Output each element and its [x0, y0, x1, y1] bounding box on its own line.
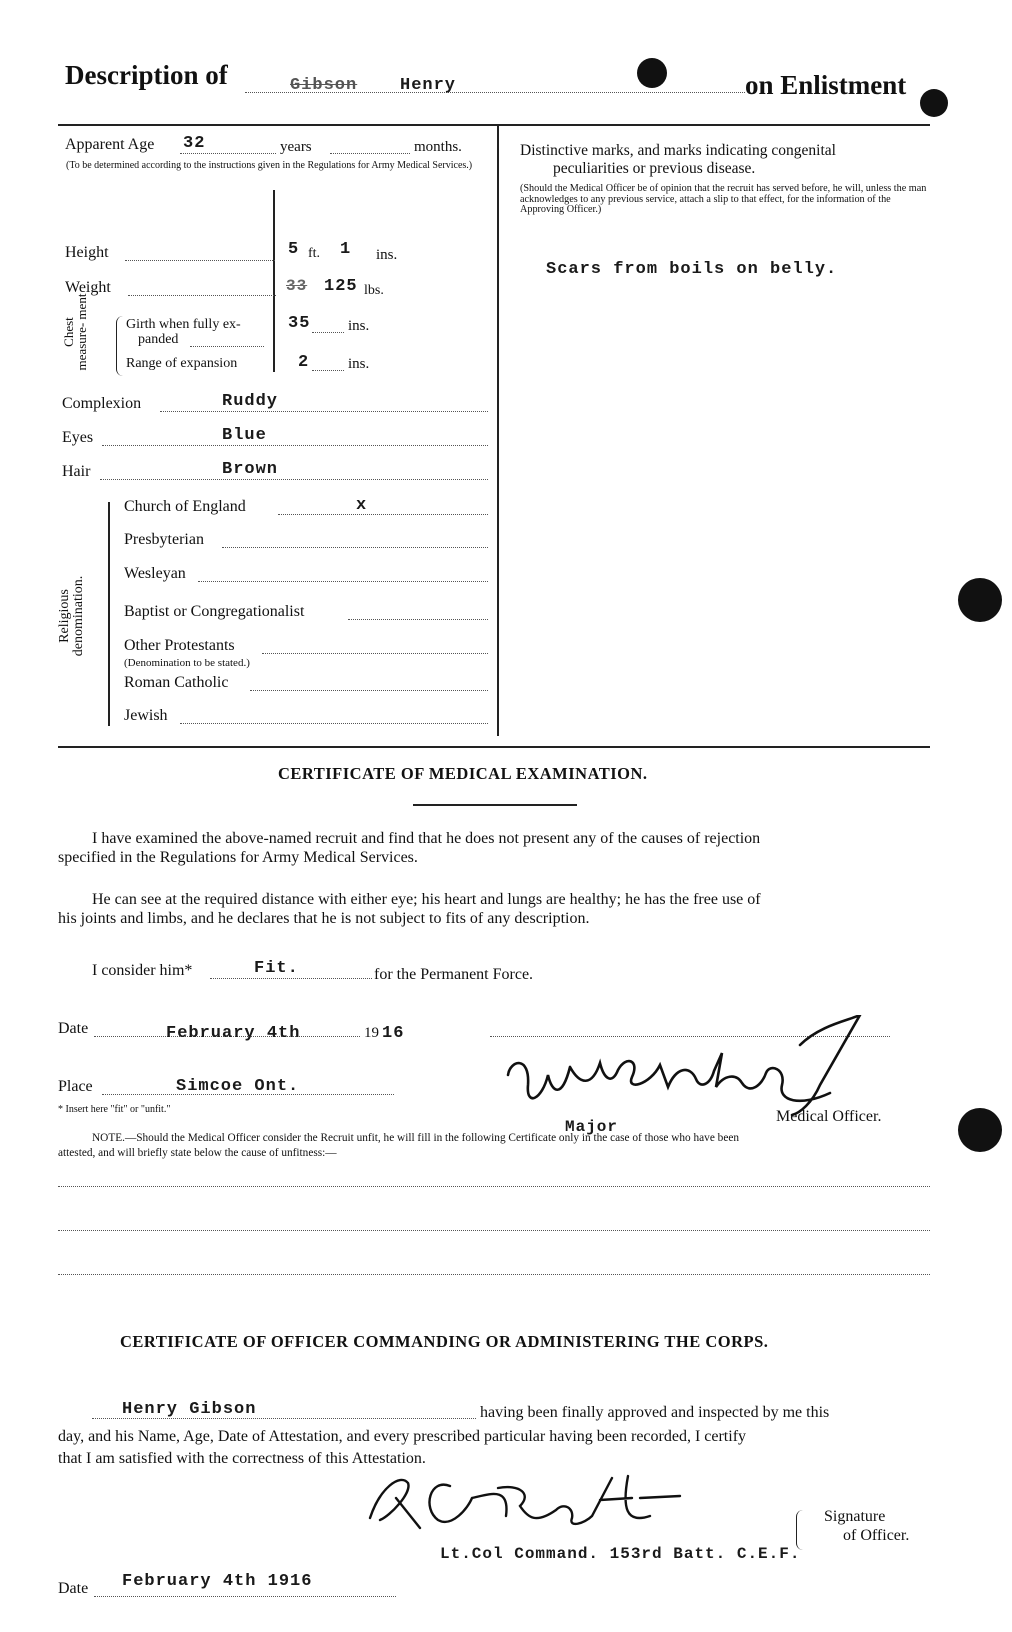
weight-label: Weight: [65, 279, 111, 296]
hair-dots: [100, 479, 488, 480]
religion-other-protestants: Other Protestants: [124, 637, 235, 654]
religion-wesleyan: Wesleyan: [124, 565, 186, 582]
girth-label-2: panded: [138, 332, 179, 347]
age-value: 32: [183, 134, 206, 153]
officer-name-value: Henry Gibson: [122, 1400, 257, 1419]
religion-dots: [250, 690, 488, 691]
ins-label: ins.: [376, 247, 398, 263]
religion-baptist: Baptist or Congregationalist: [124, 603, 305, 620]
range-dots: [312, 370, 344, 371]
religion-jewish: Jewish: [124, 707, 168, 724]
girth-value: 35: [288, 314, 311, 333]
medical-para1-line1: I have examined the above-named recruit and find that he does not present any of the causes of rejection: [92, 830, 761, 847]
religion-dots: [278, 514, 488, 515]
medical-place-value: Simcoe Ont.: [176, 1077, 300, 1096]
religion-church-of-england: Church of England: [124, 498, 246, 515]
heading-on-enlistment: on Enlistment: [745, 70, 907, 100]
punch-hole: [920, 89, 948, 117]
medical-note-2: attested, and will briefly state below the cause of unfitness:—: [58, 1147, 337, 1159]
religion-label: Religious denomination.: [57, 575, 86, 657]
center-rule: [497, 126, 499, 736]
apparent-age-label: Apparent Age: [65, 136, 155, 153]
height-label: Height: [65, 244, 109, 261]
years-label: years: [280, 139, 312, 155]
consider-label: I consider him*: [92, 962, 193, 979]
ft-label: ft.: [308, 246, 321, 261]
height-ft-value: 5: [288, 240, 300, 259]
medical-year-prefix: 19: [364, 1025, 379, 1041]
lbs-label: lbs.: [364, 283, 384, 298]
complexion-label: Complexion: [62, 395, 142, 412]
marks-heading-1: Distinctive marks, and marks indicating congenital: [520, 142, 836, 159]
signature-label-2: of Officer.: [843, 1527, 910, 1544]
medical-officer-label: Medical Officer.: [776, 1108, 882, 1125]
medical-year-value: 16: [382, 1024, 405, 1043]
medical-date-value: February 4th: [166, 1024, 301, 1043]
officer-date-dots: [94, 1596, 396, 1597]
medical-rank: Major: [565, 1118, 619, 1136]
denomination-note: (Denomination to be stated.): [124, 657, 250, 669]
girth-dots-2: [312, 332, 344, 333]
officer-line1: having been finally approved and inspected by me this: [480, 1404, 830, 1421]
officer-line2: day, and his Name, Age, Date of Attestation, and every prescribed particular having been recorded, I certify: [58, 1428, 747, 1445]
religion-presbyterian: Presbyterian: [124, 531, 204, 548]
height-in-value: 1: [340, 240, 352, 259]
officer-command: Lt.Col Command. 153rd Batt. C.E.F.: [440, 1545, 801, 1563]
unfit-line: [58, 1230, 930, 1231]
weight-value: 125: [324, 277, 358, 296]
officer-title: CERTIFICATE OF OFFICER COMMANDING OR ADMINISTERING THE CORPS.: [120, 1332, 769, 1351]
given-name: Henry: [400, 76, 457, 95]
weight-struck: 33: [286, 277, 308, 295]
surname-struck: Gibson: [290, 76, 358, 95]
eyes-label: Eyes: [62, 429, 94, 446]
months-label: months.: [414, 139, 462, 155]
consider-dots: [210, 978, 372, 979]
chest-brace: [116, 316, 123, 376]
medical-note-1: NOTE.—Should the Medical Officer consider the Recruit unfit, he will fill in the following Certificate only in the case of those who have been: [92, 1132, 739, 1144]
medical-title: CERTIFICATE OF MEDICAL EXAMINATION.: [278, 764, 648, 783]
religion-dots: [222, 547, 488, 548]
medical-para2-line1: He can see at the required distance with either eye; his heart and lungs are healthy; he has the free use of: [92, 891, 761, 908]
age-dots: [180, 153, 276, 154]
officer-date-label: Date: [58, 1580, 89, 1597]
eyes-value: Blue: [222, 426, 267, 445]
girth-dots: [190, 346, 264, 347]
complexion-dots: [160, 411, 488, 412]
marks-value: Scars from boils on belly.: [546, 260, 838, 279]
commanding-officer-signature: [360, 1458, 720, 1538]
religion-roman-catholic: Roman Catholic: [124, 674, 229, 691]
months-dots: [330, 153, 410, 154]
unfit-line: [58, 1274, 930, 1275]
eyes-dots: [102, 445, 488, 446]
officer-date-value: February 4th 1916: [122, 1572, 313, 1591]
range-label: Range of expansion: [126, 356, 238, 371]
insert-note: * Insert here "fit" or "unfit.": [58, 1104, 171, 1115]
medical-place-label: Place: [58, 1078, 93, 1095]
signature-label-1: Signature: [824, 1508, 886, 1525]
hair-label: Hair: [62, 463, 91, 480]
complexion-value: Ruddy: [222, 392, 279, 411]
marks-heading-2: peculiarities or previous disease.: [553, 160, 756, 177]
consider-value: Fit.: [254, 959, 299, 978]
permanent-force: for the Permanent Force.: [374, 966, 534, 983]
weight-dots: [128, 295, 276, 296]
medical-title-rule: [413, 804, 577, 806]
religion-rule: [108, 502, 110, 726]
hair-value: Brown: [222, 460, 279, 479]
punch-hole: [637, 58, 667, 88]
religion-dots: [180, 723, 488, 724]
marks-note: (Should the Medical Officer be of opinion that the recruit has served before, he will, unless the man acknowledges to any previous service, attach a slip to that effect, for the information of the Approving Officer.): [520, 183, 927, 215]
punch-hole: [958, 1108, 1002, 1152]
girth-unit: ins.: [348, 318, 370, 334]
heading-description-of: Description of: [65, 60, 228, 90]
medical-para1-line2: specified in the Regulations for Army Medical Services.: [58, 849, 418, 866]
height-dots: [125, 260, 275, 261]
header-rule: [58, 124, 930, 126]
chest-label: Chest measure- ment: [61, 293, 89, 371]
officer-line3: that I am satisfied with the correctness of this Attestation.: [58, 1450, 426, 1467]
religion-dots: [198, 581, 488, 582]
religion-mark: x: [356, 496, 368, 515]
punch-hole: [958, 578, 1002, 622]
section-rule: [58, 746, 930, 748]
age-note: (To be determined according to the instructions given in the Regulations for Army Medical Services.): [66, 160, 473, 171]
medical-date-label: Date: [58, 1020, 89, 1037]
left-column-rule: [273, 190, 275, 372]
religion-dots: [262, 653, 488, 654]
signature-brace: [796, 1510, 803, 1550]
unfit-line: [58, 1186, 930, 1187]
religion-dots: [348, 619, 488, 620]
medical-para2-line2: his joints and limbs, and he declares that he is not subject to fits of any description.: [58, 910, 590, 927]
range-unit: ins.: [348, 356, 370, 372]
range-value: 2: [298, 353, 310, 372]
girth-label-1: Girth when fully ex-: [126, 317, 241, 332]
